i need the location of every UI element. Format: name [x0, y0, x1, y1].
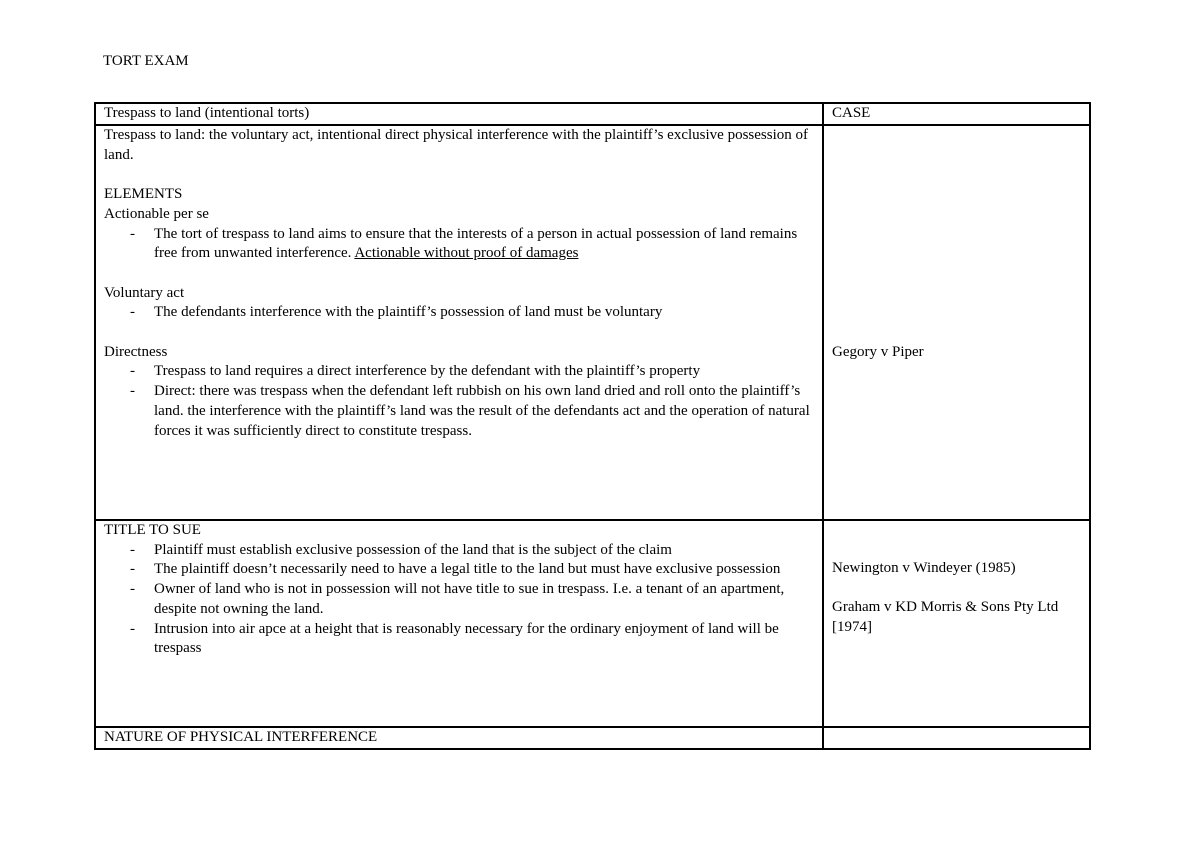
elements-heading: ELEMENTS	[104, 186, 183, 203]
physical-interference-row	[95, 727, 1090, 749]
list-item: - Intrusion into air apce at a height that is reasonably necessary for the ordinary enjoyment of land will be trespass	[154, 620, 816, 659]
table-header-row	[95, 103, 1090, 125]
list-item	[154, 225, 816, 264]
list-item: - Owner of land who is not in possession will not have title to sue in trespass. I.e. a tenant of an apartment, despite not owning the land.	[154, 580, 816, 619]
trespass-to-land-cases	[823, 125, 1090, 520]
notes-table	[94, 102, 1091, 750]
list-item: - Trespass to land requires a direct interference by the defendant with the plaintiff’s property	[154, 362, 816, 382]
case-citation: Gegory v Piper	[832, 344, 924, 360]
physical-interference-cases	[823, 727, 1090, 749]
list-item: - Plaintiff must establish exclusive possession of the land that is the subject of the claim	[154, 541, 816, 561]
trespass-to-land-row	[95, 125, 1090, 520]
title-to-sue-heading: TITLE TO SUE	[104, 522, 201, 538]
title-to-sue-row	[95, 520, 1090, 727]
case-citation: Newington v Windeyer (1985)	[832, 560, 1016, 576]
trespass-to-land-notes	[95, 125, 823, 520]
directness-heading: Directness	[104, 343, 168, 360]
actionable-underlined-text: Actionable without proof of damages	[354, 245, 579, 262]
voluntary-list	[104, 303, 816, 323]
title-to-sue-cases	[823, 520, 1090, 727]
page-title: TORT EXAM	[103, 53, 189, 69]
actionable-list	[104, 225, 816, 264]
voluntary-heading: Voluntary act	[104, 284, 185, 301]
actionable-heading: Actionable per se	[104, 205, 209, 222]
list-item: - The defendants interference with the plaintiff’s possession of land must be voluntary	[154, 303, 816, 323]
physical-interference-heading: NATURE OF PHYSICAL INTERFERENCE	[95, 727, 823, 749]
title-to-sue-list	[104, 541, 816, 659]
topic-column-header: Trespass to land (intentional torts)	[95, 103, 823, 125]
case-citation: Graham v KD Morris & Sons Pty Ltd [1974]	[832, 599, 1059, 636]
case-column-header: CASE	[823, 103, 1090, 125]
title-to-sue-notes	[95, 520, 823, 727]
actionable-point-text: The tort of trespass to land aims to ensure that the interests of a person in actual possession of land remains free from unwanted interference.	[154, 225, 798, 262]
list-item: - Direct: there was trespass when the defendant left rubbish on his own land dried and roll onto the plaintiff’s land. the interference with the plaintiff’s land was the result of the defendants act and the operation of natural forces it was sufficiently direct to constitute trespass.	[154, 382, 816, 441]
directness-list	[104, 362, 816, 441]
definition-text: Trespass to land: the voluntary act, intentional direct physical interference with the plaintiff’s exclusive possession of land.	[104, 127, 808, 163]
list-item: - The plaintiff doesn’t necessarily need to have a legal title to the land but must have exclusive possession	[154, 560, 816, 580]
